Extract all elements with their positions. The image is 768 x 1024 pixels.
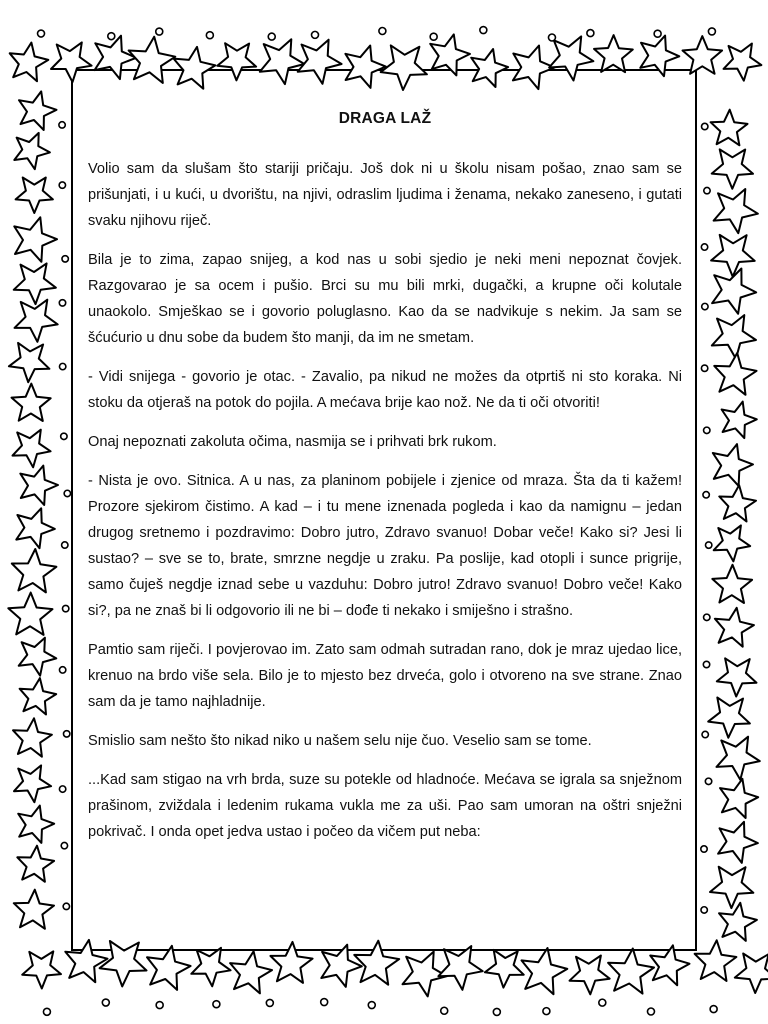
star-icon — [16, 508, 55, 548]
dot-icon — [43, 1008, 50, 1015]
star-icon — [735, 954, 768, 994]
dot-icon — [702, 123, 708, 129]
star-icon — [570, 956, 610, 995]
dot-icon — [102, 999, 109, 1006]
star-icon — [594, 35, 633, 72]
star-icon — [14, 263, 56, 304]
dot-icon — [704, 187, 710, 193]
star-icon — [51, 42, 92, 82]
star-icon — [683, 36, 723, 74]
dot-icon — [701, 244, 707, 250]
dot-icon — [59, 363, 65, 369]
dot-icon — [379, 27, 386, 34]
star-icon — [714, 353, 756, 395]
star-icon — [217, 43, 256, 80]
star-icon — [345, 46, 385, 88]
star-icon — [714, 525, 751, 561]
dot-icon — [704, 427, 710, 433]
story-paragraph: Smislio sam nešto što nikad niko u našem selu nije čuo. Veselio sam se tome. — [88, 733, 592, 749]
story-paragraph: Onaj nepoznati zakoluta očima, nasmija se i prihvati brk rukom. — [88, 434, 497, 450]
dot-icon — [156, 1002, 163, 1009]
dot-icon — [708, 28, 715, 35]
star-icon — [298, 40, 342, 84]
star-icon — [14, 890, 54, 929]
dot-icon — [587, 30, 594, 37]
dot-icon — [543, 1008, 550, 1015]
dot-icon — [206, 32, 213, 39]
star-icon — [10, 43, 49, 82]
star-icon — [147, 946, 191, 990]
dot-icon — [59, 667, 65, 673]
star-icon — [710, 867, 753, 908]
star-icon — [321, 945, 362, 987]
story-title: DRAGA LAŽ — [338, 110, 432, 127]
star-icon — [14, 133, 50, 169]
dot-icon — [108, 33, 115, 40]
star-icon — [715, 608, 754, 647]
dot-icon — [62, 542, 68, 548]
star-icon — [650, 945, 689, 985]
dot-icon — [710, 1006, 717, 1013]
dot-icon — [59, 122, 65, 128]
dot-icon — [213, 1001, 220, 1008]
dot-icon — [599, 999, 606, 1006]
star-icon — [16, 178, 53, 214]
star-icon — [608, 949, 654, 994]
dot-icon — [480, 27, 487, 34]
dot-icon — [705, 542, 711, 548]
dot-icon — [647, 1008, 654, 1015]
star-icon — [13, 718, 52, 756]
star-icon — [14, 217, 57, 261]
star-icon — [19, 638, 57, 676]
star-icon — [230, 951, 272, 993]
story-paragraph: Pamtio sam riječi. I povjerovao im. Zato sam odmah sutradan rano, dok je mraz ujedao lice, krenuo na brdo više sela. Bilo je to mjesto bez drveća, golo i otvoreno na sve strane. Znao sam da je tamo najhladnije. — [88, 642, 682, 710]
dot-icon — [59, 300, 65, 306]
star-icon — [717, 737, 760, 780]
star-icon — [724, 44, 762, 81]
dot-icon — [430, 33, 437, 40]
dot-icon — [548, 34, 555, 41]
star-icon — [719, 903, 757, 941]
dot-icon — [268, 33, 275, 40]
star-icon — [17, 846, 54, 882]
star-icon — [471, 49, 508, 87]
star-icon — [20, 678, 57, 714]
star-icon — [19, 91, 57, 130]
star-icon — [22, 951, 61, 988]
dot-icon — [701, 846, 707, 852]
dot-icon — [493, 1008, 500, 1015]
dot-icon — [62, 605, 68, 611]
story-paragraph: Bila je to zima, zapao snijeg, a kod nas u sobi sjedio je neki meni nepoznat čovjek. Razgovarao je sa ocem i pušio. Brci su mu bili mrki, dugački, a krupne oči kolutale unaokolo. Smješkao se i govorio poluglasno. Kao da se nadvikuje s nekim. Ja sam se šćućurio u dnu sobe da budem što manji, da im ne smetam. — [88, 252, 682, 346]
star-icon — [720, 779, 758, 818]
dot-icon — [62, 256, 68, 262]
star-icon — [712, 149, 753, 188]
dot-icon — [63, 731, 69, 737]
dot-icon — [61, 433, 67, 439]
star-icon — [714, 189, 758, 233]
star-icon — [129, 37, 176, 83]
dot-icon — [704, 614, 710, 620]
story-paragraph: ...Kad sam stigao na vrh brda, suze su potekle od hladnoće. Mećava se igrala sa snježnom prašinom, zviždala i ledenim rukama vukla me za uši. Pao sam umoran na oštri snježni pokrivač. I onda opet jedva ustao i počeo da vičem put neba: — [88, 772, 682, 840]
star-icon — [711, 110, 748, 146]
dot-icon — [368, 1002, 375, 1009]
star-icon — [14, 765, 51, 802]
star-icon — [722, 402, 757, 439]
star-icon — [712, 269, 756, 314]
story-page — [88, 110, 682, 858]
star-icon — [12, 549, 57, 592]
story-paragraph: - Vidi snijega - govorio je otac. - Zavalio, pa nikud ne možes da otprtiš ni sto koraka. Ni stoku da otjeraš na potok do pojila. A mećava brije kao nož. Ne da ti oči otvoriti! — [88, 369, 682, 411]
star-icon — [695, 940, 737, 981]
dot-icon — [705, 778, 711, 784]
dot-icon — [701, 907, 707, 913]
star-icon — [719, 485, 756, 521]
star-icon — [9, 343, 50, 382]
star-icon — [260, 39, 305, 84]
dot-icon — [321, 999, 328, 1006]
dot-icon — [701, 365, 707, 371]
star-icon — [711, 235, 755, 277]
dot-icon — [703, 492, 709, 498]
dot-icon — [59, 182, 65, 188]
story-paragraph: - Nista je ovo. Sitnica. A u nas, za planinom pobijele i zjenice od mraza. Šta da ti kažem! Prozore sjekirom čistimo. A kad – i tu mene iznenada pogleda i kao da namignu – jedan drugog sretnemo i pozdravimo: Dobro jutro, Zdravo svanuo! Dobar veče! Kako si? Jesi li sustao? – sve se to, brate, smrzne negdje u zraku. Pa poslije, kad otopli i sunce prigrije, samo čuješ negdje iznad sebe u vazduhu: Dobro jutro! Zdravo svanuo! Dobro veče! Kako si?, pa ne znaš bi li odgovorio ili ne bi – dođe ti nekako i smiješno i strašno. — [88, 473, 682, 619]
star-icon — [15, 300, 58, 342]
star-icon — [381, 45, 427, 90]
star-icon — [713, 444, 753, 486]
star-icon — [522, 948, 568, 994]
story-paragraph: Volio sam da slušam što stariji pričaju. Još dok ni u školu nisam pošao, znao sam se prišunjati, i u kući, u dvorištu, na njivi, odraslim ljudima i ženama, nekako zaneseno, i gutati svaku njihovu riječ. — [88, 161, 682, 229]
dot-icon — [312, 31, 319, 38]
dot-icon — [441, 1007, 448, 1014]
star-icon — [708, 698, 750, 738]
star-icon — [270, 942, 312, 983]
star-icon — [354, 941, 399, 985]
dot-icon — [702, 731, 708, 737]
star-icon — [712, 315, 756, 359]
star-icon — [549, 36, 593, 80]
star-icon — [8, 593, 52, 635]
dot-icon — [702, 303, 708, 309]
dot-icon — [63, 903, 69, 909]
star-icon — [20, 466, 58, 505]
star-icon — [718, 822, 758, 863]
dot-icon — [266, 999, 273, 1006]
star-icon — [485, 950, 524, 988]
star-icon — [438, 946, 482, 990]
star-icon — [191, 948, 230, 987]
star-icon — [12, 384, 51, 421]
star-icon — [712, 565, 752, 603]
star-icon — [18, 806, 54, 843]
dot-icon — [654, 30, 661, 37]
star-icon — [174, 47, 216, 89]
dot-icon — [59, 786, 65, 792]
star-icon — [95, 36, 137, 79]
dot-icon — [61, 842, 67, 848]
dot-icon — [703, 661, 709, 667]
dot-icon — [38, 30, 45, 37]
star-icon — [13, 430, 51, 468]
star-icon — [100, 941, 147, 986]
dot-icon — [64, 490, 70, 496]
dot-icon — [156, 28, 163, 35]
star-icon — [717, 658, 757, 696]
